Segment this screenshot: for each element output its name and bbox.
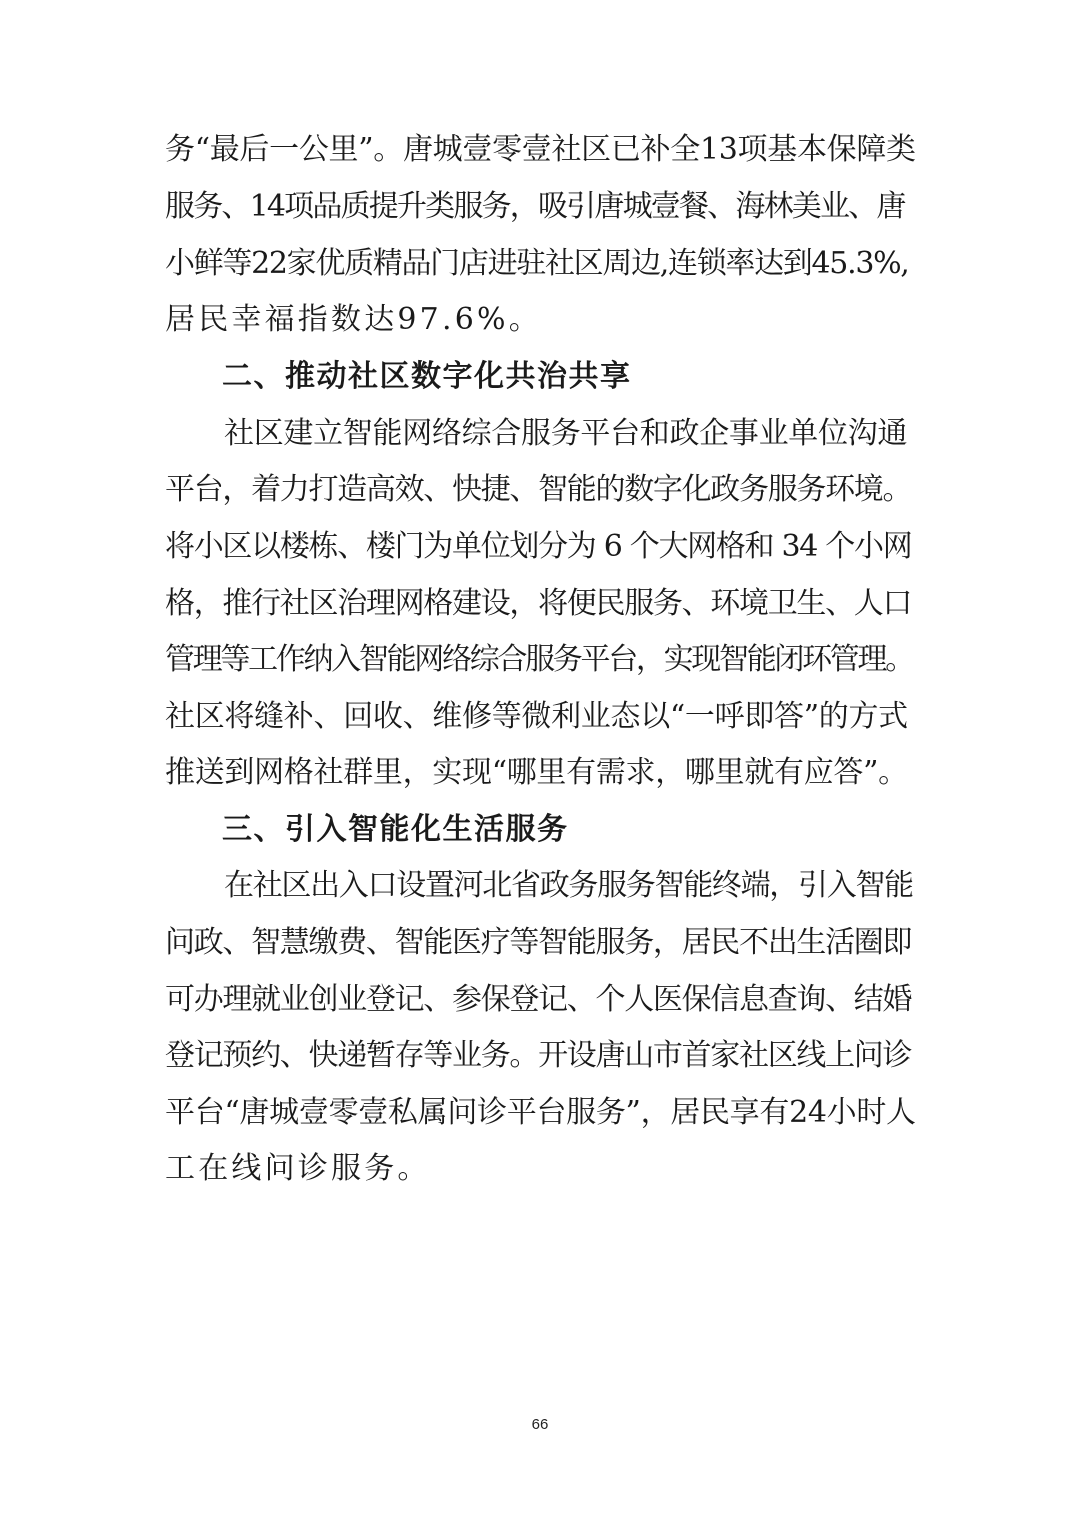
paragraph-line: 社区建立智能网络综合服务平台和政企事业单位沟通 — [224, 416, 908, 451]
paragraph-line: 居民幸福指数达97.6%。 — [165, 302, 542, 337]
paragraph-line: 服务、14项品质提升类服务，吸引唐城壹餐、海林美业、唐 — [165, 189, 905, 224]
paragraph-line: 将小区以楼栋、楼门为单位划分为 6 个大网格和 34 个小网 — [165, 529, 912, 564]
paragraph-line: 可办理就业创业登记、参保登记、个人医保信息查询、结婚 — [165, 982, 912, 1017]
paragraph-line: 在社区出入口设置河北省政务服务智能终端，引入智能 — [224, 868, 913, 903]
paragraph-line: 社区将缝补、回收、维修等微利业态以“一呼即答”的方式 — [165, 699, 908, 734]
paragraph-line: 平台，着力打造高效、快捷、智能的数字化政务服务环境。 — [165, 472, 912, 507]
page-number: 66 — [531, 1416, 549, 1433]
paragraph-line: 格，推行社区治理网格建设，将便民服务、环境卫生、人口 — [165, 586, 912, 621]
paragraph-line: 务“最后一公里”。唐城壹零壹社区已补全13项基本保障类 — [165, 132, 916, 167]
paragraph-line: 登记预约、快递暂存等业务。开设唐山市首家社区线上问诊 — [165, 1038, 912, 1073]
paragraph-line: 工在线问诊服务。 — [165, 1151, 431, 1186]
paragraph-line: 管理等工作纳入智能网络综合服务平台，实现智能闭环管理。 — [165, 642, 913, 677]
paragraph-line: 小鲜等22家优质精品门店进驻社区周边,连锁率达到45.3%, — [165, 246, 909, 281]
paragraph-line: 平台“唐城壹零壹私属问诊平台服务”，居民享有24小时人 — [165, 1095, 916, 1130]
section-heading-2: 二、推动社区数字化共治共享 — [222, 359, 632, 394]
paragraph-line: 问政、智慧缴费、智能医疗等智能服务，居民不出生活圈即 — [165, 925, 912, 960]
section-heading-3: 三、引入智能化生活服务 — [222, 812, 569, 847]
paragraph-line: 推送到网格社群里，实现“哪里有需求，哪里就有应答”。 — [165, 755, 908, 790]
